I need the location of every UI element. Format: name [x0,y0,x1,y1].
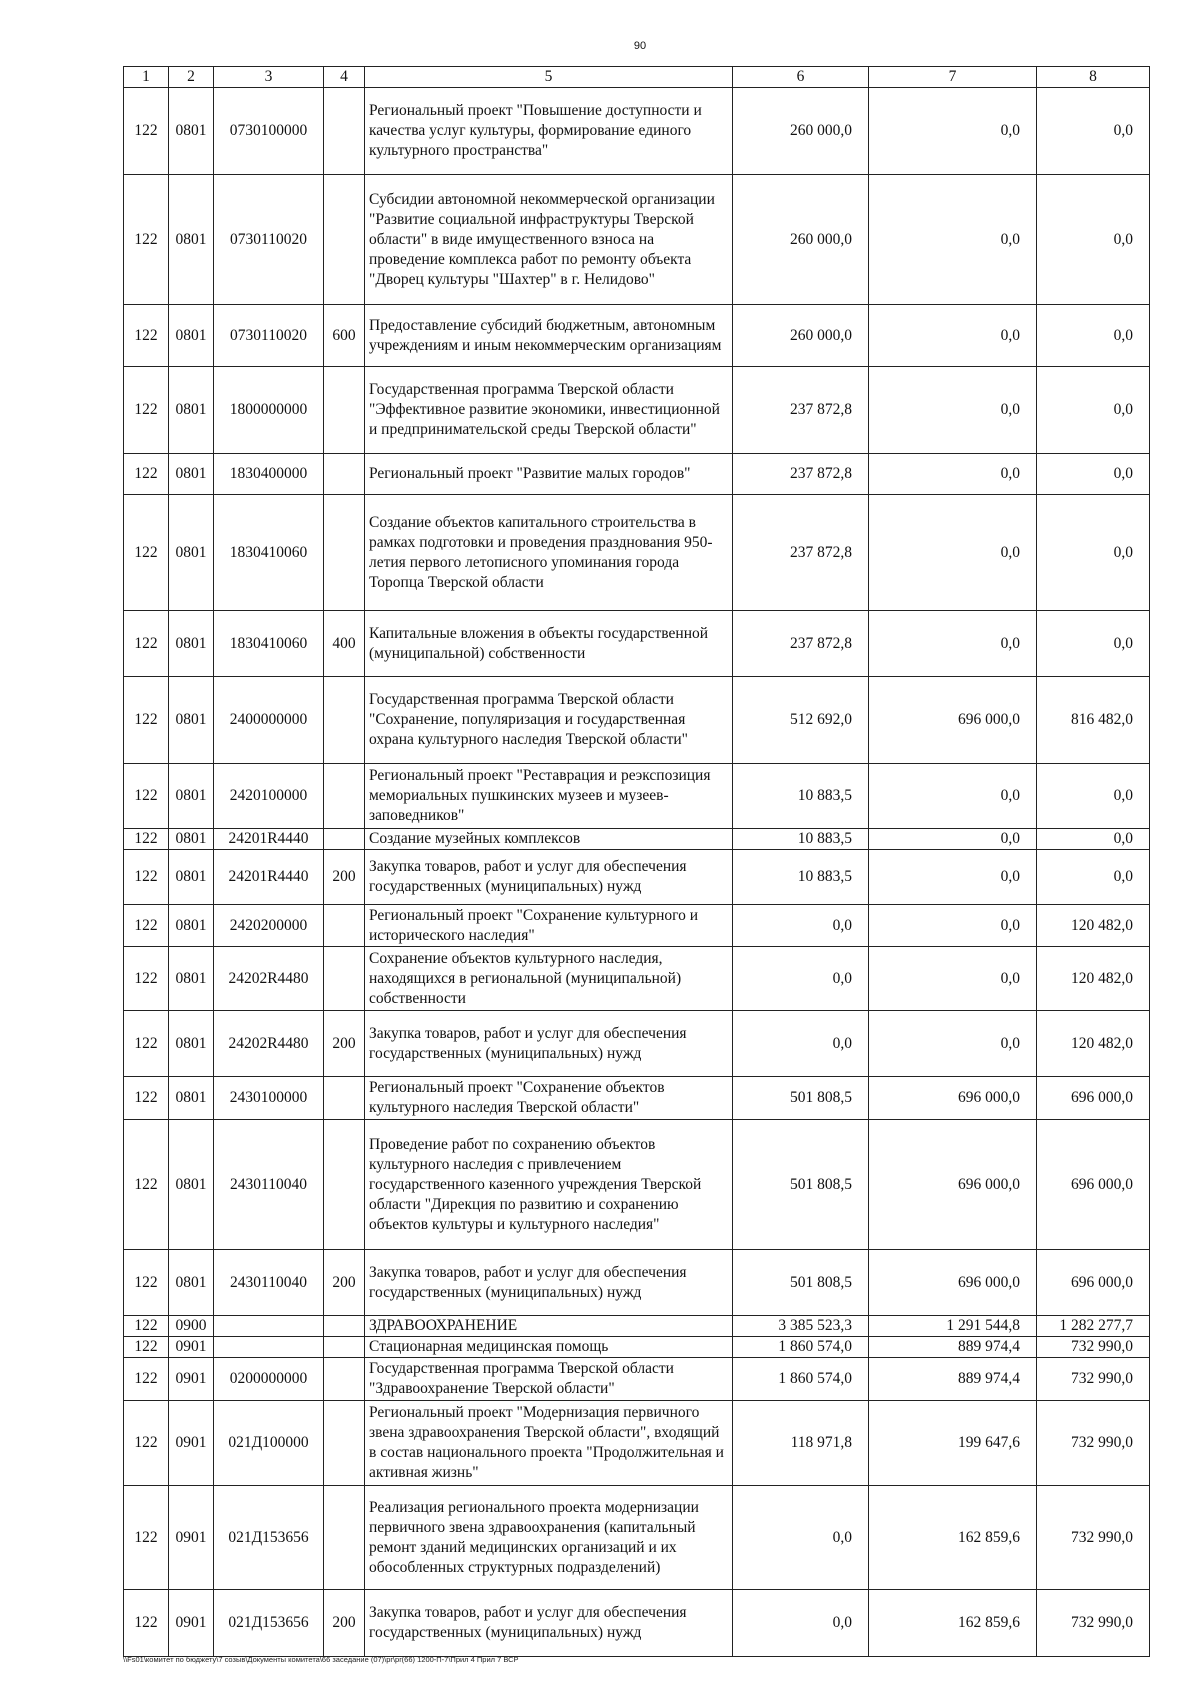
cell-expense-type [324,1120,365,1250]
cell-section: 0801 [169,611,214,677]
cell-amount-col6: 10 883,5 [733,829,869,850]
cell-expense-type: 400 [324,611,365,677]
cell-expense-type [324,947,365,1011]
cell-target-article: 0730110020 [214,175,324,305]
cell-target-article: 2430100000 [214,1077,324,1120]
cell-expense-type: 200 [324,1590,365,1657]
cell-section: 0801 [169,850,214,905]
table-row [124,305,1150,367]
table-row [124,1337,1150,1358]
table-row [124,1250,1150,1316]
cell-section: 0801 [169,1250,214,1316]
cell-section: 0901 [169,1590,214,1657]
cell-chapter: 122 [124,305,169,367]
cell-expense-type [324,1358,365,1401]
cell-chapter: 122 [124,495,169,611]
table-header-row [124,67,1150,88]
cell-target-article [214,1337,324,1358]
cell-expense-type: 200 [324,1011,365,1077]
cell-name: Субсидии автономной некоммерческой организации "Развитие социальной инфраструктуры Тверской области" в виде имущественного взноса на проведение комплекса работ по ремонту объекта "Дворец культуры "Шахтер" в г. Нелидово" [365,175,733,305]
cell-amount-col8: 0,0 [1037,367,1150,454]
cell-section: 0801 [169,88,214,175]
table-row [124,1486,1150,1590]
cell-section: 0801 [169,677,214,764]
cell-chapter: 122 [124,947,169,1011]
cell-expense-type: 200 [324,1250,365,1316]
cell-amount-col7: 0,0 [869,905,1037,947]
cell-name: Региональный проект "Сохранение объектов культурного наследия Тверской области" [365,1077,733,1120]
column-header: 3 [214,67,324,88]
cell-amount-col6: 501 808,5 [733,1250,869,1316]
cell-amount-col6: 0,0 [733,1590,869,1657]
cell-amount-col6: 237 872,8 [733,495,869,611]
table-row [124,677,1150,764]
cell-amount-col7: 0,0 [869,305,1037,367]
table-row [124,495,1150,611]
table-row [124,850,1150,905]
cell-target-article: 24202R4480 [214,1011,324,1077]
cell-section: 0901 [169,1358,214,1401]
cell-expense-type [324,367,365,454]
cell-amount-col8: 0,0 [1037,764,1150,829]
table-row [124,1077,1150,1120]
cell-target-article: 2430110040 [214,1120,324,1250]
cell-amount-col8: 732 990,0 [1037,1590,1150,1657]
cell-amount-col8: 0,0 [1037,88,1150,175]
cell-amount-col6: 237 872,8 [733,454,869,495]
cell-chapter: 122 [124,88,169,175]
cell-target-article [214,1316,324,1337]
cell-target-article: 0730100000 [214,88,324,175]
cell-amount-col6: 0,0 [733,947,869,1011]
budget-table [123,66,1150,1657]
cell-expense-type [324,1077,365,1120]
cell-amount-col8: 696 000,0 [1037,1077,1150,1120]
cell-amount-col7: 0,0 [869,454,1037,495]
cell-amount-col6: 0,0 [733,1011,869,1077]
table-row [124,1316,1150,1337]
cell-name: Капитальные вложения в объекты государственной (муниципальной) собственности [365,611,733,677]
cell-name: Региональный проект "Повышение доступности и качества услуг культуры, формирование единого культурного пространства" [365,88,733,175]
cell-amount-col8: 732 990,0 [1037,1337,1150,1358]
table-row [124,829,1150,850]
cell-chapter: 122 [124,764,169,829]
cell-amount-col6: 1 860 574,0 [733,1337,869,1358]
cell-amount-col7: 0,0 [869,947,1037,1011]
cell-name: Сохранение объектов культурного наследия, находящихся в региональной (муниципальной) собственности [365,947,733,1011]
cell-target-article: 1830410060 [214,611,324,677]
cell-section: 0801 [169,495,214,611]
column-header: 2 [169,67,214,88]
cell-chapter: 122 [124,1590,169,1657]
cell-amount-col7: 0,0 [869,175,1037,305]
cell-amount-col6: 501 808,5 [733,1120,869,1250]
cell-section: 0801 [169,1011,214,1077]
cell-amount-col8: 732 990,0 [1037,1401,1150,1486]
column-header: 8 [1037,67,1150,88]
cell-amount-col7: 162 859,6 [869,1590,1037,1657]
cell-amount-col7: 199 647,6 [869,1401,1037,1486]
cell-target-article: 2420200000 [214,905,324,947]
cell-chapter: 122 [124,829,169,850]
cell-amount-col8: 120 482,0 [1037,905,1150,947]
cell-amount-col7: 0,0 [869,367,1037,454]
cell-expense-type [324,905,365,947]
cell-amount-col8: 120 482,0 [1037,1011,1150,1077]
cell-name: ЗДРАВООХРАНЕНИЕ [365,1316,733,1337]
cell-section: 0901 [169,1401,214,1486]
cell-amount-col8: 0,0 [1037,175,1150,305]
cell-name: Государственная программа Тверской области "Эффективное развитие экономики, инвестиционной и предпринимательской среды Тверской области" [365,367,733,454]
cell-target-article: 2430110040 [214,1250,324,1316]
cell-chapter: 122 [124,1250,169,1316]
cell-amount-col6: 237 872,8 [733,367,869,454]
cell-amount-col8: 696 000,0 [1037,1250,1150,1316]
cell-chapter: 122 [124,1077,169,1120]
cell-expense-type [324,677,365,764]
cell-amount-col6: 237 872,8 [733,611,869,677]
cell-amount-col6: 0,0 [733,905,869,947]
cell-amount-col7: 0,0 [869,88,1037,175]
cell-expense-type [324,454,365,495]
table-row [124,764,1150,829]
cell-chapter: 122 [124,850,169,905]
cell-expense-type [324,829,365,850]
cell-name: Проведение работ по сохранению объектов культурного наследия с привлечением государственного казенного учреждения Тверской области "Дирекция по развитию и сохранению объектов культуры и культурного наследия" [365,1120,733,1250]
cell-amount-col7: 0,0 [869,611,1037,677]
cell-amount-col8: 0,0 [1037,829,1150,850]
cell-amount-col6: 118 971,8 [733,1401,869,1486]
cell-section: 0901 [169,1337,214,1358]
cell-amount-col8: 696 000,0 [1037,1120,1150,1250]
table-row [124,1358,1150,1401]
table-row [124,1401,1150,1486]
cell-name: Создание объектов капитального строительства в рамках подготовки и проведения празднования 950-летия первого летописного упоминания города Торопца Тверской области [365,495,733,611]
cell-amount-col6: 0,0 [733,1486,869,1590]
cell-expense-type [324,175,365,305]
table-row [124,175,1150,305]
cell-expense-type [324,764,365,829]
cell-target-article: 24202R4480 [214,947,324,1011]
cell-chapter: 122 [124,1401,169,1486]
table-row [124,1011,1150,1077]
cell-amount-col8: 0,0 [1037,850,1150,905]
table-row [124,1120,1150,1250]
cell-target-article: 0200000000 [214,1358,324,1401]
cell-amount-col7: 0,0 [869,829,1037,850]
cell-name: Региональный проект "Модернизация первичного звена здравоохранения Тверской области", входящий в состав национального проекта "Продолжительная и активная жизнь" [365,1401,733,1486]
cell-chapter: 122 [124,454,169,495]
cell-chapter: 122 [124,1011,169,1077]
cell-chapter: 122 [124,1486,169,1590]
cell-amount-col8: 732 990,0 [1037,1358,1150,1401]
cell-section: 0901 [169,1486,214,1590]
table-row [124,88,1150,175]
cell-amount-col6: 1 860 574,0 [733,1358,869,1401]
cell-amount-col8: 0,0 [1037,305,1150,367]
cell-name: Региональный проект "Сохранение культурного и исторического наследия" [365,905,733,947]
cell-section: 0801 [169,764,214,829]
cell-target-article: 2420100000 [214,764,324,829]
cell-target-article: 021Д153656 [214,1486,324,1590]
column-header: 1 [124,67,169,88]
cell-amount-col7: 696 000,0 [869,1120,1037,1250]
cell-chapter: 122 [124,1316,169,1337]
cell-amount-col6: 10 883,5 [733,850,869,905]
cell-chapter: 122 [124,367,169,454]
cell-chapter: 122 [124,1120,169,1250]
cell-section: 0801 [169,454,214,495]
cell-amount-col7: 696 000,0 [869,1250,1037,1316]
cell-amount-col8: 0,0 [1037,495,1150,611]
cell-expense-type [324,88,365,175]
cell-amount-col7: 1 291 544,8 [869,1316,1037,1337]
cell-expense-type: 600 [324,305,365,367]
cell-section: 0801 [169,905,214,947]
cell-section: 0801 [169,1120,214,1250]
cell-expense-type [324,1316,365,1337]
cell-amount-col7: 0,0 [869,850,1037,905]
file-path-footer: \\Fs01\комитет по бюджету\7 созыв\Документы комитета\66 заседание (07)\pr\pr(66) 1200-П-7\Прил 4 Прил 7 ВСР [123,1655,519,1664]
cell-name: Региональный проект "Реставрация и реэкспозиция мемориальных пушкинских музеев и музеев-заповедников" [365,764,733,829]
cell-name: Реализация регионального проекта модернизации первичного звена здравоохранения (капитальный ремонт зданий медицинских организаций и их обособленных структурных подразделений) [365,1486,733,1590]
cell-amount-col8: 0,0 [1037,611,1150,677]
cell-section: 0801 [169,175,214,305]
cell-amount-col8: 120 482,0 [1037,947,1150,1011]
cell-amount-col7: 162 859,6 [869,1486,1037,1590]
column-header: 7 [869,67,1037,88]
cell-target-article: 24201R4440 [214,829,324,850]
cell-amount-col7: 696 000,0 [869,677,1037,764]
table-row [124,454,1150,495]
cell-expense-type [324,495,365,611]
column-header: 4 [324,67,365,88]
cell-name: Закупка товаров, работ и услуг для обеспечения государственных (муниципальных) нужд [365,850,733,905]
cell-name: Создание музейных комплексов [365,829,733,850]
cell-target-article: 1830400000 [214,454,324,495]
table-row [124,611,1150,677]
cell-section: 0801 [169,947,214,1011]
cell-chapter: 122 [124,175,169,305]
cell-amount-col6: 260 000,0 [733,305,869,367]
cell-target-article: 24201R4440 [214,850,324,905]
cell-amount-col7: 0,0 [869,1011,1037,1077]
table-row [124,367,1150,454]
cell-target-article: 2400000000 [214,677,324,764]
cell-name: Закупка товаров, работ и услуг для обеспечения государственных (муниципальных) нужд [365,1250,733,1316]
cell-amount-col6: 260 000,0 [733,88,869,175]
cell-chapter: 122 [124,1358,169,1401]
cell-section: 0801 [169,1077,214,1120]
cell-section: 0801 [169,829,214,850]
cell-expense-type [324,1486,365,1590]
cell-amount-col7: 889 974,4 [869,1337,1037,1358]
cell-amount-col8: 816 482,0 [1037,677,1150,764]
cell-amount-col6: 512 692,0 [733,677,869,764]
cell-chapter: 122 [124,905,169,947]
cell-expense-type [324,1401,365,1486]
cell-amount-col8: 0,0 [1037,454,1150,495]
cell-amount-col8: 732 990,0 [1037,1486,1150,1590]
cell-name: Региональный проект "Развитие малых городов" [365,454,733,495]
page-number: 90 [633,40,647,52]
cell-expense-type: 200 [324,850,365,905]
cell-amount-col8: 1 282 277,7 [1037,1316,1150,1337]
cell-section: 0900 [169,1316,214,1337]
cell-chapter: 122 [124,1337,169,1358]
cell-target-article: 1800000000 [214,367,324,454]
column-header: 6 [733,67,869,88]
cell-amount-col7: 889 974,4 [869,1358,1037,1401]
cell-amount-col7: 0,0 [869,764,1037,829]
cell-amount-col6: 3 385 523,3 [733,1316,869,1337]
table-row [124,1590,1150,1657]
cell-chapter: 122 [124,611,169,677]
cell-name: Закупка товаров, работ и услуг для обеспечения государственных (муниципальных) нужд [365,1011,733,1077]
cell-name: Государственная программа Тверской области "Сохранение, популяризация и государственная охрана культурного наследия Тверской области" [365,677,733,764]
cell-target-article: 0730110020 [214,305,324,367]
table-row [124,947,1150,1011]
cell-name: Государственная программа Тверской области "Здравоохранение Тверской области" [365,1358,733,1401]
cell-amount-col7: 0,0 [869,495,1037,611]
cell-amount-col6: 501 808,5 [733,1077,869,1120]
cell-section: 0801 [169,367,214,454]
cell-section: 0801 [169,305,214,367]
cell-amount-col6: 10 883,5 [733,764,869,829]
table-row [124,905,1150,947]
column-header: 5 [365,67,733,88]
cell-amount-col6: 260 000,0 [733,175,869,305]
cell-target-article: 021Д153656 [214,1590,324,1657]
cell-name: Закупка товаров, работ и услуг для обеспечения государственных (муниципальных) нужд [365,1590,733,1657]
cell-target-article: 1830410060 [214,495,324,611]
cell-expense-type [324,1337,365,1358]
cell-amount-col7: 696 000,0 [869,1077,1037,1120]
cell-name: Предоставление субсидий бюджетным, автономным учреждениям и иным некоммерческим организациям [365,305,733,367]
cell-target-article: 021Д100000 [214,1401,324,1486]
cell-name: Стационарная медицинская помощь [365,1337,733,1358]
cell-chapter: 122 [124,677,169,764]
